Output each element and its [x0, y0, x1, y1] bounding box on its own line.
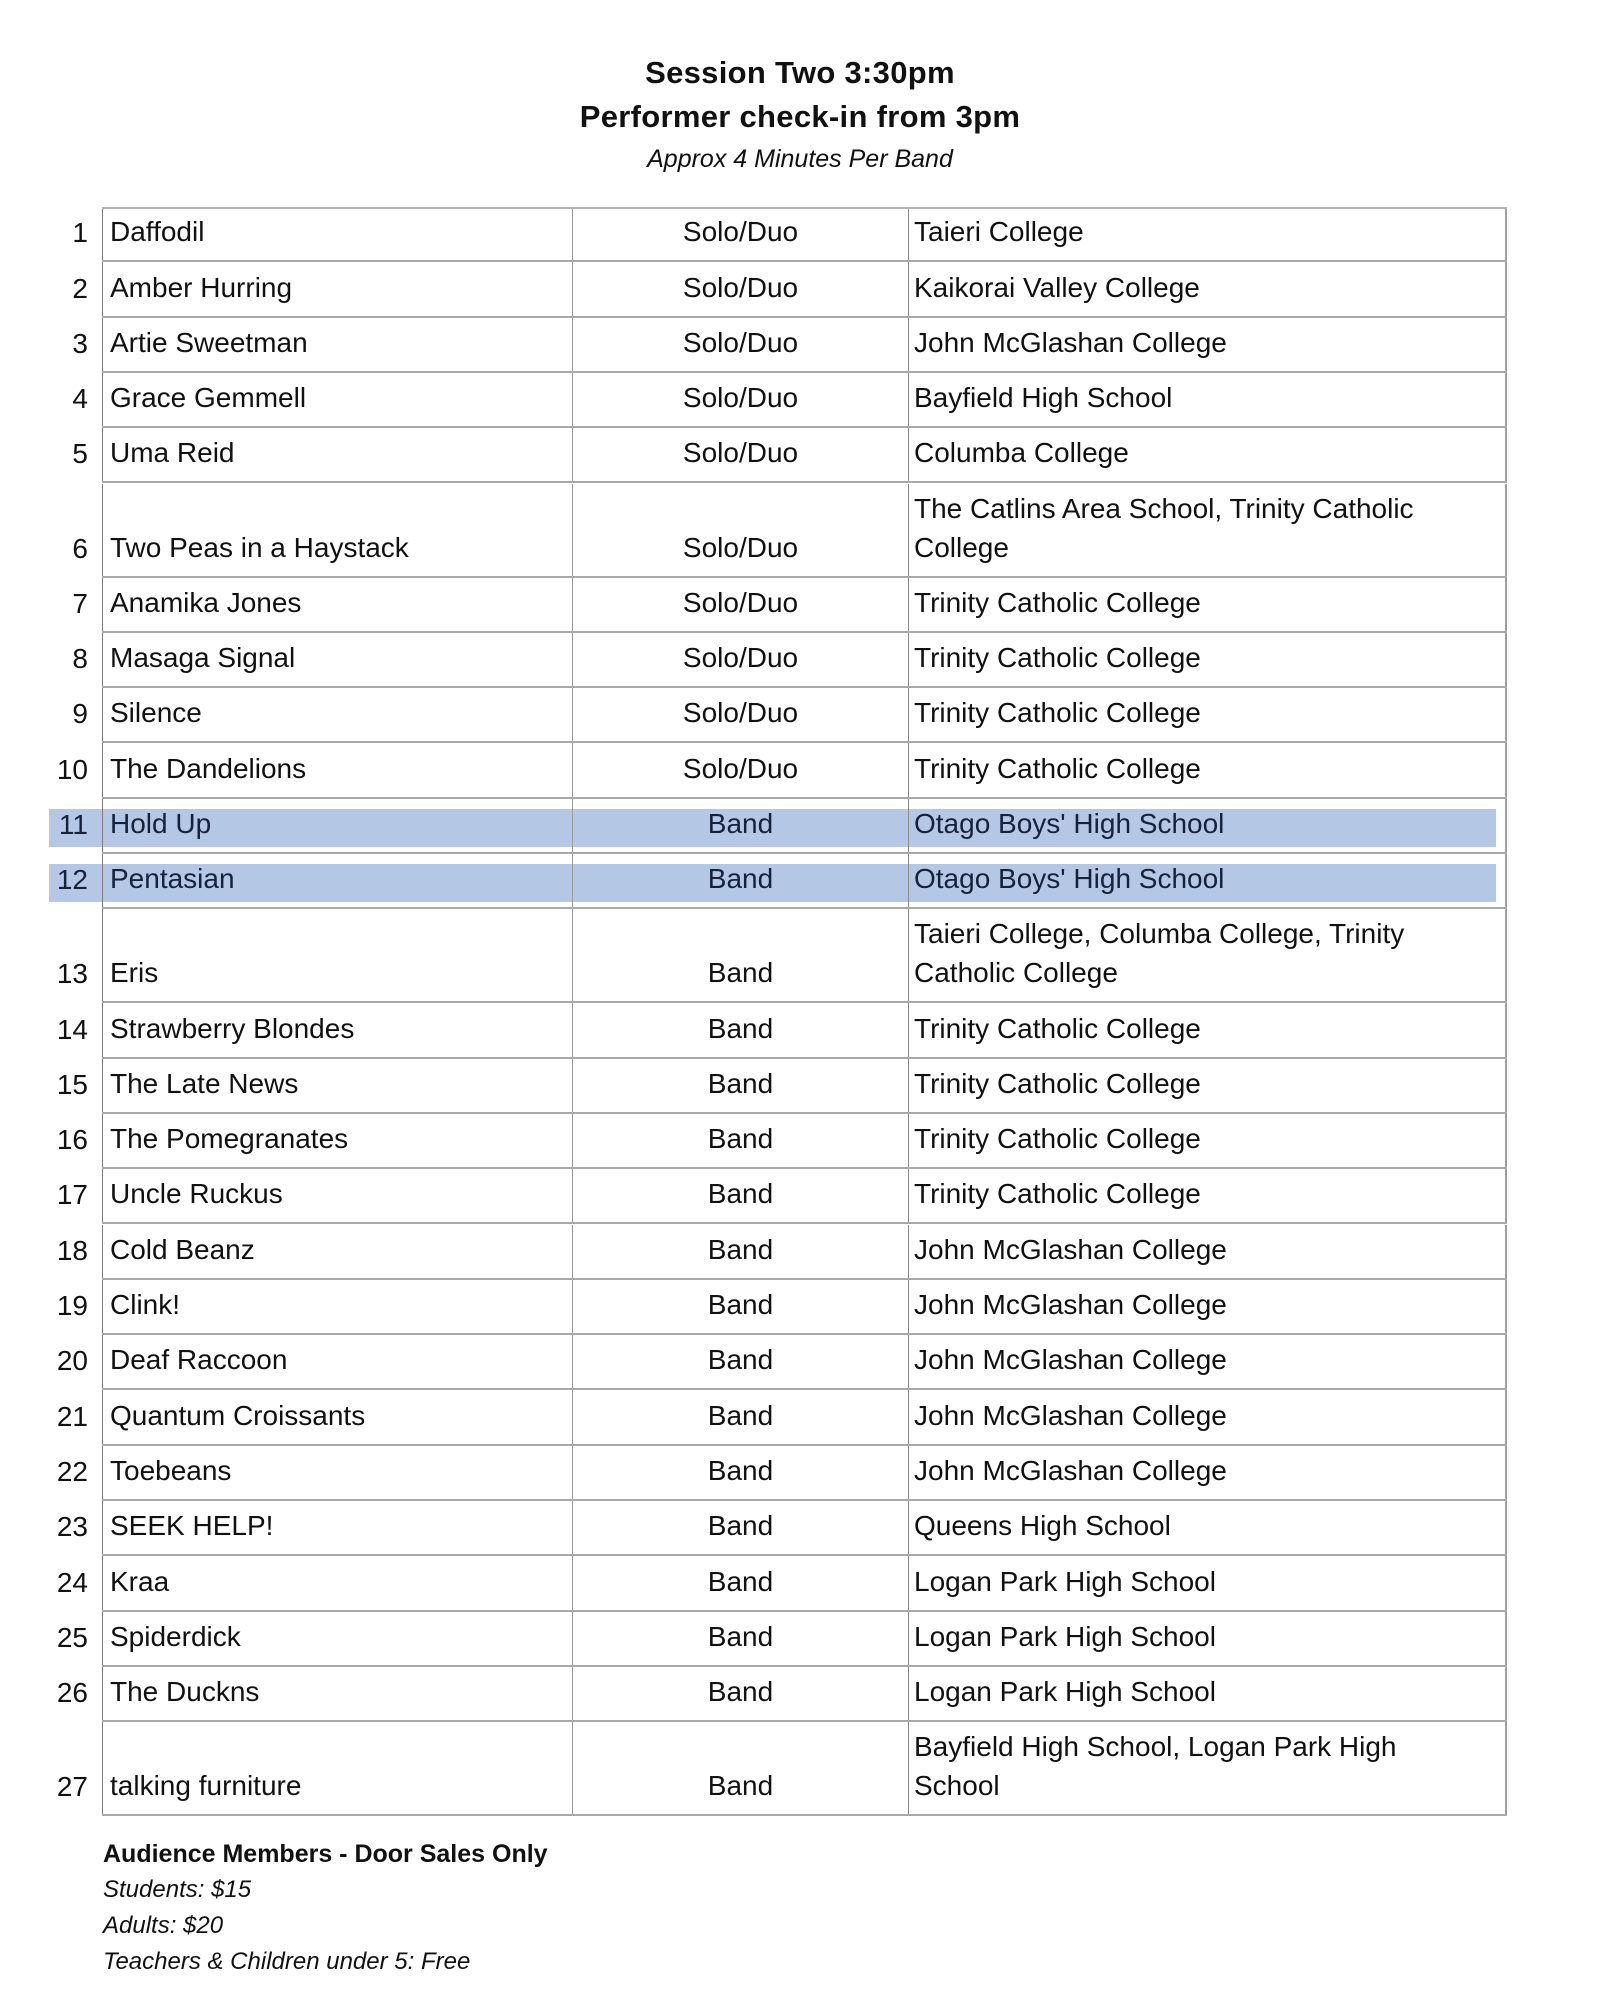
table-row	[56, 1335, 1507, 1390]
row-number: 18	[56, 1234, 88, 1266]
performer-name-cell	[102, 1446, 572, 1499]
table-row	[72, 318, 1507, 373]
performance-type: Band	[707, 1454, 774, 1486]
row-number: 2	[72, 272, 88, 304]
row-number: 16	[56, 1124, 88, 1156]
table-row	[56, 1667, 1507, 1722]
school-name-cell	[908, 578, 1507, 631]
school-name: Trinity Catholic College	[914, 1067, 1201, 1099]
school-name: Otago Boys' High School	[914, 807, 1225, 839]
performer-name: Daffodil	[110, 216, 205, 248]
performance-type: Solo/Duo	[682, 437, 799, 469]
performance-type-cell	[572, 484, 908, 576]
performance-type-cell	[572, 1335, 908, 1388]
performer-name-cell	[102, 1280, 572, 1333]
row-number: 9	[72, 698, 88, 730]
performance-type: Band	[707, 1067, 774, 1099]
performer-name-cell	[102, 262, 572, 315]
table-row	[56, 743, 1507, 798]
school-name-cell	[908, 1059, 1507, 1112]
school-name: Logan Park High School	[914, 1676, 1216, 1708]
school-name-cell	[908, 428, 1507, 481]
performance-type-cell	[572, 1722, 908, 1814]
school-name: John McGlashan College	[914, 1344, 1227, 1376]
performance-type: Solo/Duo	[682, 216, 799, 248]
performer-name-cell	[102, 1225, 572, 1278]
performer-name-cell	[102, 1667, 572, 1720]
performer-table	[56, 207, 1507, 1816]
school-name-cell	[908, 633, 1507, 686]
performance-type: Solo/Duo	[682, 586, 799, 618]
performer-name: Quantum Croissants	[110, 1399, 366, 1431]
school-name: John McGlashan College	[914, 326, 1227, 358]
performer-name-cell	[102, 318, 572, 371]
school-name: Bayfield High School, Logan Park High School	[914, 1731, 1397, 1802]
row-number: 6	[72, 532, 88, 564]
school-name-cell	[908, 209, 1507, 260]
performer-name: Toebeans	[110, 1454, 232, 1486]
performance-type-cell	[572, 318, 908, 371]
price-students: Students: $15	[103, 1876, 252, 1903]
school-name-cell	[908, 688, 1507, 741]
price-teachers-children: Teachers & Children under 5: Free	[103, 1948, 471, 1975]
performance-type: Solo/Duo	[682, 642, 799, 674]
performer-name-cell	[102, 688, 572, 741]
performance-type-cell	[572, 578, 908, 631]
row-number: 11	[58, 808, 88, 840]
performance-type-cell	[572, 743, 908, 796]
school-name-cell	[908, 318, 1507, 371]
school-name-cell	[908, 909, 1507, 1001]
school-name-cell	[908, 484, 1507, 576]
subtitle: Approx 4 Minutes Per Band	[647, 145, 953, 173]
performance-type: Band	[707, 1289, 774, 1321]
performance-type: Solo/Duo	[682, 531, 799, 563]
performance-type-cell	[572, 1059, 908, 1112]
table-row	[72, 262, 1507, 317]
performer-name-cell	[102, 578, 572, 631]
row-number: 17	[56, 1179, 88, 1211]
performer-name-cell	[102, 484, 572, 576]
table-row	[56, 909, 1507, 1003]
school-name-cell	[908, 1280, 1507, 1333]
row-number: 8	[72, 643, 88, 675]
performer-name: Artie Sweetman	[110, 326, 308, 358]
row-number: 25	[56, 1621, 88, 1653]
performer-name-cell	[102, 1556, 572, 1609]
table-row	[56, 1225, 1507, 1280]
ticket-info	[103, 1836, 548, 1980]
table-row	[56, 1501, 1507, 1556]
performance-type-cell	[572, 1501, 908, 1554]
school-name: Queens High School	[914, 1510, 1171, 1542]
performance-type: Band	[707, 1399, 774, 1431]
row-number: 26	[56, 1677, 88, 1709]
session-title: Session Two 3:30pm	[645, 55, 955, 90]
performer-name: Clink!	[110, 1289, 181, 1321]
row-number: 22	[56, 1455, 88, 1487]
school-name-cell	[908, 743, 1507, 796]
performance-type-cell	[572, 909, 908, 1001]
performance-type-cell	[572, 373, 908, 426]
school-name-cell	[908, 262, 1507, 315]
performer-name: Deaf Raccoon	[110, 1344, 288, 1376]
performance-type: Band	[707, 1770, 774, 1802]
performer-name: Cold Beanz	[110, 1233, 255, 1265]
performer-name: Grace Gemmell	[110, 382, 307, 414]
school-name-cell	[908, 1722, 1507, 1814]
row-number: 5	[72, 438, 88, 470]
table-row	[56, 1059, 1507, 1114]
performer-name: The Pomegranates	[110, 1123, 349, 1155]
performance-type-cell	[572, 1667, 908, 1720]
table-row	[56, 854, 1507, 909]
table-row	[56, 1169, 1507, 1224]
school-name: John McGlashan College	[914, 1454, 1227, 1486]
row-number: 10	[56, 753, 88, 785]
performer-name-cell	[102, 1169, 572, 1222]
school-name: Logan Park High School	[914, 1565, 1216, 1597]
school-name-cell	[908, 1667, 1507, 1720]
table-row	[72, 484, 1507, 578]
performance-type-cell	[572, 1169, 908, 1222]
performer-name: Eris	[110, 957, 159, 989]
performer-name: Kraa	[110, 1565, 170, 1597]
row-number: 14	[56, 1013, 88, 1045]
row-number: 23	[56, 1511, 88, 1543]
school-name: John McGlashan College	[914, 1233, 1227, 1265]
performer-name-cell	[102, 633, 572, 686]
performer-name-cell	[102, 1612, 572, 1665]
school-name: The Catlins Area School, Trinity Catholic College	[914, 492, 1414, 563]
row-number: 7	[72, 587, 88, 619]
performer-name: SEEK HELP!	[110, 1510, 274, 1542]
performer-name-cell	[102, 1114, 572, 1167]
performance-type-cell	[572, 1280, 908, 1333]
performance-type-cell	[572, 1003, 908, 1056]
performer-name: Strawberry Blondes	[110, 1012, 355, 1044]
performance-type: Solo/Duo	[682, 271, 799, 303]
performer-name: Spiderdick	[110, 1620, 241, 1652]
ticket-heading: Audience Members - Door Sales Only	[103, 1840, 548, 1868]
performer-name: The Dandelions	[110, 752, 307, 784]
performance-type: Band	[707, 1233, 774, 1265]
performer-name: talking furniture	[110, 1770, 302, 1802]
performance-type-cell	[572, 633, 908, 686]
school-name: Trinity Catholic College	[914, 642, 1201, 674]
performer-name-cell	[102, 799, 572, 852]
school-name-cell	[908, 1335, 1507, 1388]
row-number: 21	[56, 1400, 88, 1432]
performance-type: Band	[707, 1344, 774, 1376]
row-number: 19	[56, 1290, 88, 1322]
row-number: 1	[72, 217, 88, 249]
school-name-cell	[908, 854, 1507, 907]
performance-type-cell	[572, 209, 908, 260]
performance-type-cell	[572, 799, 908, 852]
performer-name-cell	[102, 743, 572, 796]
school-name-cell	[908, 1390, 1507, 1443]
performer-name-cell	[102, 1722, 572, 1814]
school-name: Otago Boys' High School	[914, 863, 1225, 895]
performer-name-cell	[102, 209, 572, 260]
performer-name: Pentasian	[110, 863, 235, 895]
performance-type-cell	[572, 262, 908, 315]
performance-type: Band	[707, 1510, 774, 1542]
school-name: Taieri College	[914, 216, 1084, 248]
school-name-cell	[908, 1003, 1507, 1056]
table-row	[56, 1556, 1507, 1611]
performance-type-cell	[572, 1446, 908, 1499]
performer-name: Silence	[110, 697, 202, 729]
performance-type-cell	[572, 1114, 908, 1167]
table-row	[72, 428, 1507, 483]
performance-type: Band	[707, 957, 774, 989]
school-name: John McGlashan College	[914, 1399, 1227, 1431]
school-name: Trinity Catholic College	[914, 697, 1201, 729]
performer-name-cell	[102, 1501, 572, 1554]
school-name: Trinity Catholic College	[914, 1123, 1201, 1155]
school-name-cell	[908, 1501, 1507, 1554]
school-name: Columba College	[914, 437, 1129, 469]
table-row	[56, 1390, 1507, 1445]
school-name-cell	[908, 373, 1507, 426]
performance-type: Band	[707, 1565, 774, 1597]
performer-name-cell	[102, 854, 572, 907]
school-name-cell	[908, 1556, 1507, 1609]
performer-name-cell	[102, 1059, 572, 1112]
row-number: 12	[56, 864, 88, 896]
performer-name: Uma Reid	[110, 437, 235, 469]
row-number: 13	[56, 958, 88, 990]
performer-name: Two Peas in a Haystack	[110, 531, 409, 563]
school-name: Trinity Catholic College	[914, 1178, 1201, 1210]
performance-type-cell	[572, 428, 908, 481]
school-name: Trinity Catholic College	[914, 1012, 1201, 1044]
table-row	[56, 1446, 1507, 1501]
school-name-cell	[908, 1169, 1507, 1222]
school-name: Trinity Catholic College	[914, 586, 1201, 618]
school-name-cell	[908, 1225, 1507, 1278]
performance-type: Band	[707, 1012, 774, 1044]
performance-type-cell	[572, 1225, 908, 1278]
school-name: Logan Park High School	[914, 1620, 1216, 1652]
school-name-cell	[908, 1446, 1507, 1499]
performance-type-cell	[572, 688, 908, 741]
performance-type-cell	[572, 854, 908, 907]
performer-name: Uncle Ruckus	[110, 1178, 283, 1210]
row-number: 4	[72, 383, 88, 415]
checkin-time: Performer check-in from 3pm	[579, 99, 1021, 134]
performer-name-cell	[102, 428, 572, 481]
table-row	[56, 1722, 1507, 1816]
performance-type: Solo/Duo	[682, 382, 799, 414]
performer-name: Amber Hurring	[110, 271, 293, 303]
table-row	[56, 1612, 1507, 1667]
table-row	[72, 688, 1507, 743]
table-row	[72, 373, 1507, 428]
performance-type: Solo/Duo	[682, 326, 799, 358]
row-number: 24	[56, 1566, 88, 1598]
performance-type: Band	[707, 1123, 774, 1155]
performance-type-cell	[572, 1390, 908, 1443]
row-number: 27	[56, 1771, 88, 1803]
table-row	[56, 1280, 1507, 1335]
school-name-cell	[908, 1612, 1507, 1665]
performer-name-cell	[102, 373, 572, 426]
table-row	[56, 1114, 1507, 1169]
row-number: 20	[56, 1345, 88, 1377]
performer-name: Masaga Signal	[110, 642, 296, 674]
table-row	[56, 1003, 1507, 1058]
performance-type: Band	[707, 863, 774, 895]
school-name: Bayfield High School	[914, 382, 1173, 414]
performance-type: Band	[707, 1620, 774, 1652]
price-adults: Adults: $20	[103, 1912, 224, 1939]
performer-name-cell	[102, 1390, 572, 1443]
performer-name: The Duckns	[110, 1676, 260, 1708]
performer-name: Hold Up	[110, 807, 212, 839]
performer-name-cell	[102, 1003, 572, 1056]
performance-type: Solo/Duo	[682, 752, 799, 784]
performance-type: Band	[707, 1676, 774, 1708]
school-name: John McGlashan College	[914, 1289, 1227, 1321]
school-name: Kaikorai Valley College	[914, 271, 1200, 303]
table-row	[72, 578, 1507, 633]
school-name-cell	[908, 1114, 1507, 1167]
performance-type: Solo/Duo	[682, 697, 799, 729]
row-number: 15	[56, 1068, 88, 1100]
table-row	[72, 207, 1507, 262]
performer-name: The Late News	[110, 1067, 299, 1099]
school-name-cell	[908, 799, 1507, 852]
performance-type-cell	[572, 1556, 908, 1609]
performer-name-cell	[102, 909, 572, 1001]
performance-type-cell	[572, 1612, 908, 1665]
row-number: 3	[72, 327, 88, 359]
school-name: Taieri College, Columba College, Trinity Catholic College	[914, 918, 1405, 989]
performer-name: Anamika Jones	[110, 586, 302, 618]
performance-type: Band	[707, 1178, 774, 1210]
performer-name-cell	[102, 1335, 572, 1388]
performance-type: Band	[707, 807, 774, 839]
table-row	[58, 799, 1507, 854]
table-row	[72, 633, 1507, 688]
school-name: Trinity Catholic College	[914, 752, 1201, 784]
